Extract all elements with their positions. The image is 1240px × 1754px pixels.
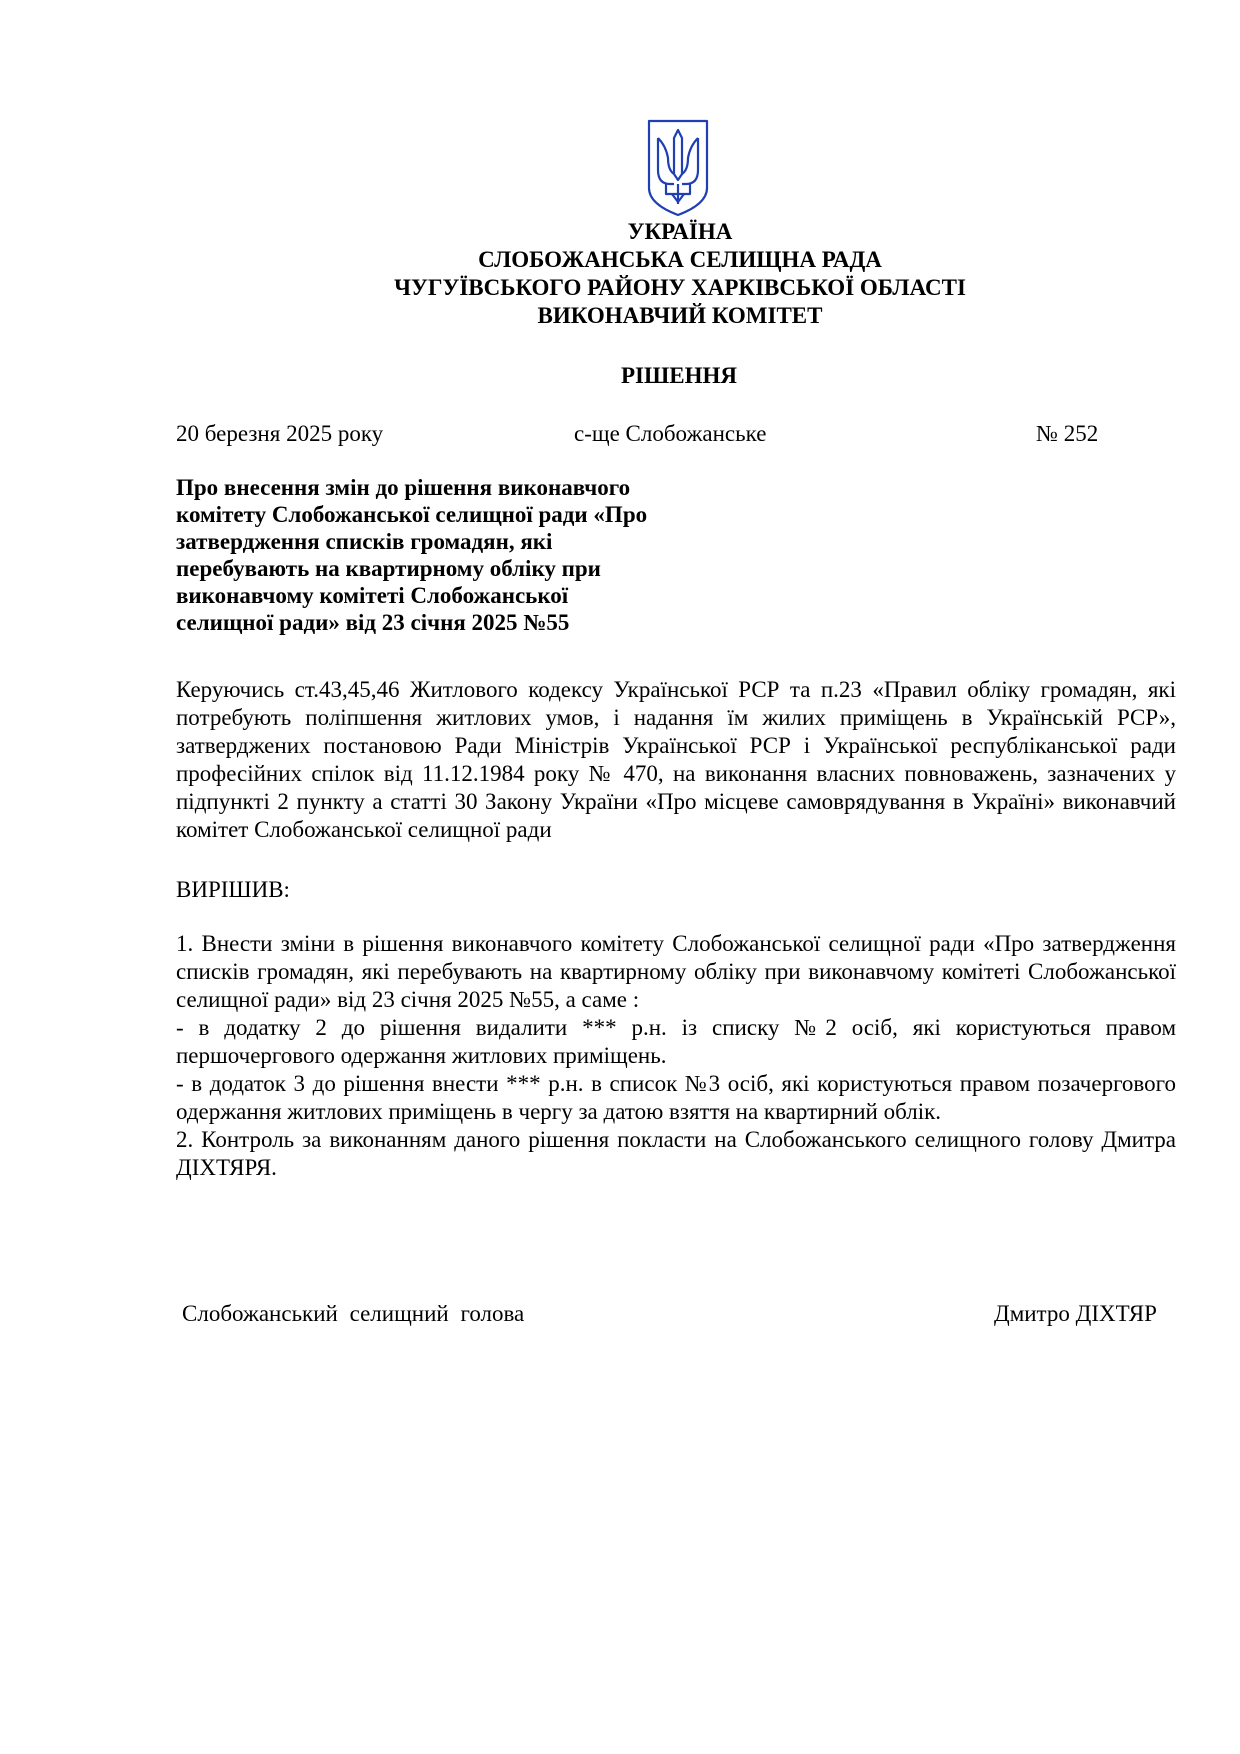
council-name: СЛОБОЖАНСЬКА СЕЛИЩНА РАДА [478,247,882,272]
subject-line: селищної ради» від 23 січня 2025 №55 [176,610,570,635]
subject-line: затвердження списків громадян, які [176,529,553,554]
document-header [0,218,1240,330]
signatory-title: Слобожанський селищний голова [182,1301,525,1326]
decision-item: - в додаток 3 до рішення внести *** р.н. в список №3 осіб, які користуються правом позачергового одержання житлових приміщень в чергу за датою взяття на квартирний облік. [176,1071,1176,1124]
subject-line: Про внесення змін до рішення виконавчого [176,475,631,500]
document-place: с-ще Слобожанське [574,421,767,446]
decision-item: 2. Контроль за виконанням даного рішення покласти на Слобожанського селищного голову Дмитра ДІХТЯРЯ. [176,1127,1176,1180]
subject-line: виконавчому комітеті Слобожанської [176,583,569,608]
resolved-heading: ВИРІШИВ: [176,877,290,902]
ukraine-trident-icon [646,118,710,218]
document-title-block [0,362,1240,390]
subject-line: перебувають на квартирному обліку при [176,556,601,581]
decision-items [176,930,1176,1182]
subject-line: комітету Слобожанської селищної ради «Про [176,502,648,527]
district-name: ЧУГУЇВСЬКОГО РАЙОНУ ХАРКІВСЬКОЇ ОБЛАСТІ [394,275,966,300]
document-title: РІШЕННЯ [621,363,737,388]
decision-item: 1. Внести зміни в рішення виконавчого комітету Слобожанської селищної ради «Про затвердження списків громадян, які перебувають на квартирному обліку при виконавчому комітеті Слобожанської селищної ради» від 23 січня 2025 №55, а саме : [176,931,1176,1012]
committee-name: ВИКОНАВЧИЙ КОМІТЕТ [537,303,823,328]
preamble-paragraph: Керуючись ст.43,45,46 Житлового кодексу Української РСР та п.23 «Правил обліку громадян, які потребують поліпшення житлових умов, і надання їм жилих приміщень в Українській РСР», затверджених постановою Ради Міністрів Української РСР і Української республіканської ради професійних спілок від 11.12.1984 року № 470, на виконання власних повноважень, зазначених у підпункті 2 пункту а статті 30 Закону України «Про місцеве самоврядування в Україні» виконавчий комітет Слобожанської селищної ради [176,677,1176,842]
document-subject [176,474,736,636]
document-number: № 252 [1036,421,1099,446]
country-name: УКРАЇНА [627,219,733,244]
signatory-name: Дмитро ДІХТЯР [994,1301,1157,1326]
document-date: 20 березня 2025 року [176,421,384,446]
decision-item: - в додатку 2 до рішення видалити *** р.н. із списку №2 осіб, які користуються правом першочергового одержання житлових приміщень. [176,1015,1176,1068]
